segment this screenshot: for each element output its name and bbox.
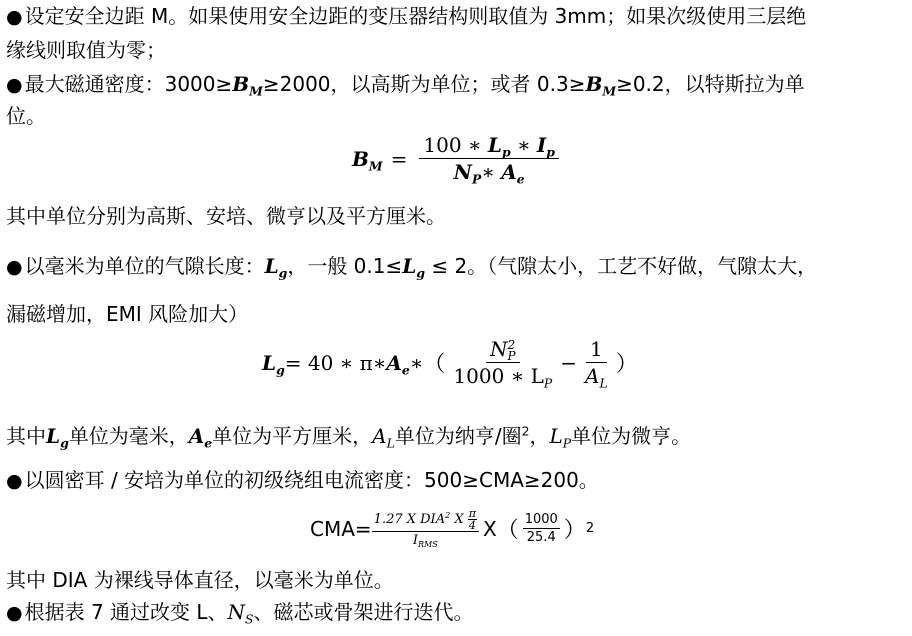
lg-units-comma: ， (529, 424, 550, 448)
dia-line (6, 566, 904, 594)
eq2-lparen: （ (423, 352, 446, 377)
eq3-numerator: 1.27 X DIA$^2$ X $\frac{\pi}{4}$ (372, 508, 479, 532)
bullet-icon: ● (6, 602, 23, 624)
eq2-frac1-denominator: 1000 ∗ $L_P$ (453, 364, 553, 391)
bm-symbol-2: $B_M$ (585, 72, 617, 99)
eq1-lhs: $B_M$ (352, 146, 383, 173)
eq2-frac2-denominator: $A_L$ (585, 364, 608, 391)
eq3-lhs: CMA= (310, 516, 372, 541)
iterate-line (6, 598, 904, 627)
lg-units-text-2: 单位为毫米， (68, 424, 189, 448)
flux-text-a: 最大磁通密度：3000≥ (24, 72, 233, 96)
safety-margin-line-2 (6, 36, 904, 64)
iterate-text-a: 根据表 7 通过改变 L、 (24, 600, 228, 624)
lg-symbol: $L_g$ (264, 254, 288, 281)
eq2-frac2-numerator: 1 (586, 336, 607, 363)
lg-units-text-5: 单位为微亨。 (571, 424, 692, 448)
ns-symbol: $N_S$ (227, 600, 254, 627)
bullet-icon: ● (6, 6, 23, 28)
eq2-minus: − (560, 350, 577, 375)
ae-unit-symbol: $A_e$ (188, 424, 213, 451)
flux-text-b: ≥2000，以高斯为单位；或者 0.3≥ (262, 72, 586, 96)
eq3-rparen: ） (563, 518, 586, 543)
eq3-lparen: （ (496, 518, 519, 543)
flux-density-line-2 (6, 102, 904, 130)
iterate-text-b: 、磁芯或骨架进行迭代。 (253, 600, 474, 624)
lg-units-text-4: 单位为纳亨/圈 (394, 424, 522, 448)
safety-margin-text-cont: 缘线则取值为零； (6, 38, 166, 62)
eq3-denominator: $I_{RMS}$ (412, 533, 438, 549)
eq2-fraction-1 (449, 336, 556, 389)
equation-cma: CMA= 1.27 X DIA$^2$ X $\frac{\pi}{4}$ $I_{RMS}$ X （ $\frac{1000}{25.4}$ ） 2 (310, 507, 595, 549)
al-unit-symbol: $A_L$ (372, 424, 395, 451)
equation-bm (352, 132, 563, 185)
eq1-equals: = (390, 146, 408, 171)
bm-symbol: $B_M$ (232, 72, 263, 99)
air-gap-text-c: ≤ 2。（气隙太小，工艺不好做，气隙太大， (424, 254, 818, 278)
eq3-conv-denominator: 25.4 (526, 530, 556, 545)
flux-density-line-1 (6, 70, 904, 99)
air-gap-line-1 (6, 252, 904, 281)
lg-units-text-1: 其中 (6, 424, 46, 448)
eq2-mid: = 40 ∗ π∗ (284, 350, 387, 375)
eq3-conv-numerator: 1000 (524, 512, 558, 527)
cma-text: 以圆密耳 / 安培为单位的初级绕组电流密度：500≥CMA≥200。 (24, 468, 599, 492)
eq3-fraction (372, 508, 479, 549)
equation-lg (262, 336, 638, 389)
flux-text-cont: 位。 (6, 104, 46, 128)
safety-margin-line-1 (6, 2, 904, 31)
eq2-ae: $A_e$ (386, 350, 410, 377)
eq2-rparen: ） (615, 352, 638, 377)
eq2-star: ∗ (409, 350, 424, 375)
flux-text-c: ≥0.2，以特斯拉为单 (616, 72, 805, 96)
eq3-times: X (482, 516, 497, 541)
eq2-frac1-numerator: N 2 P (486, 336, 520, 363)
safety-margin-text: 设定安全边距 M。如果使用安全边距的变压器结构则取值为 3mm；如果次级使用三层绝 (24, 4, 807, 28)
air-gap-text-cont: 漏磁增加，EMI 风险加大） (6, 302, 249, 326)
lg-units-line (6, 422, 904, 450)
air-gap-line-2 (6, 300, 904, 328)
eq1-numerator: 100 ∗ $L_p$ ∗ $I_p$ (419, 132, 559, 159)
bullet-icon: ● (6, 256, 23, 278)
eq1-fraction (419, 132, 559, 185)
air-gap-text-b: ，一般 0.1≤ (287, 254, 403, 278)
eq2-fraction-2 (581, 336, 612, 389)
units-text: 其中单位分别为高斯、安培、微亨以及平方厘米。 (6, 204, 446, 228)
dia-text: 其中 DIA 为裸线导体直径，以毫米为单位。 (6, 568, 394, 592)
air-gap-text-a: 以毫米为单位的气隙长度： (24, 254, 265, 278)
eq2-lhs: $L_g$ (262, 350, 285, 377)
lg-symbol-2: $L_g$ (402, 254, 425, 281)
bullet-icon: ● (6, 74, 23, 96)
units-line (6, 202, 904, 230)
lp-unit-symbol: $L_P$ (549, 424, 572, 451)
cma-line (6, 466, 904, 495)
bullet-icon: ● (6, 470, 23, 492)
squared-sup: 2 (521, 423, 530, 439)
eq1-denominator: $N_P∗$ $A_e$ (453, 160, 525, 187)
eq3-conversion-fraction (523, 511, 560, 546)
lg-units-text-3: 单位为平方厘米， (212, 424, 373, 448)
lg-unit-symbol: $L_g$ (46, 424, 69, 451)
